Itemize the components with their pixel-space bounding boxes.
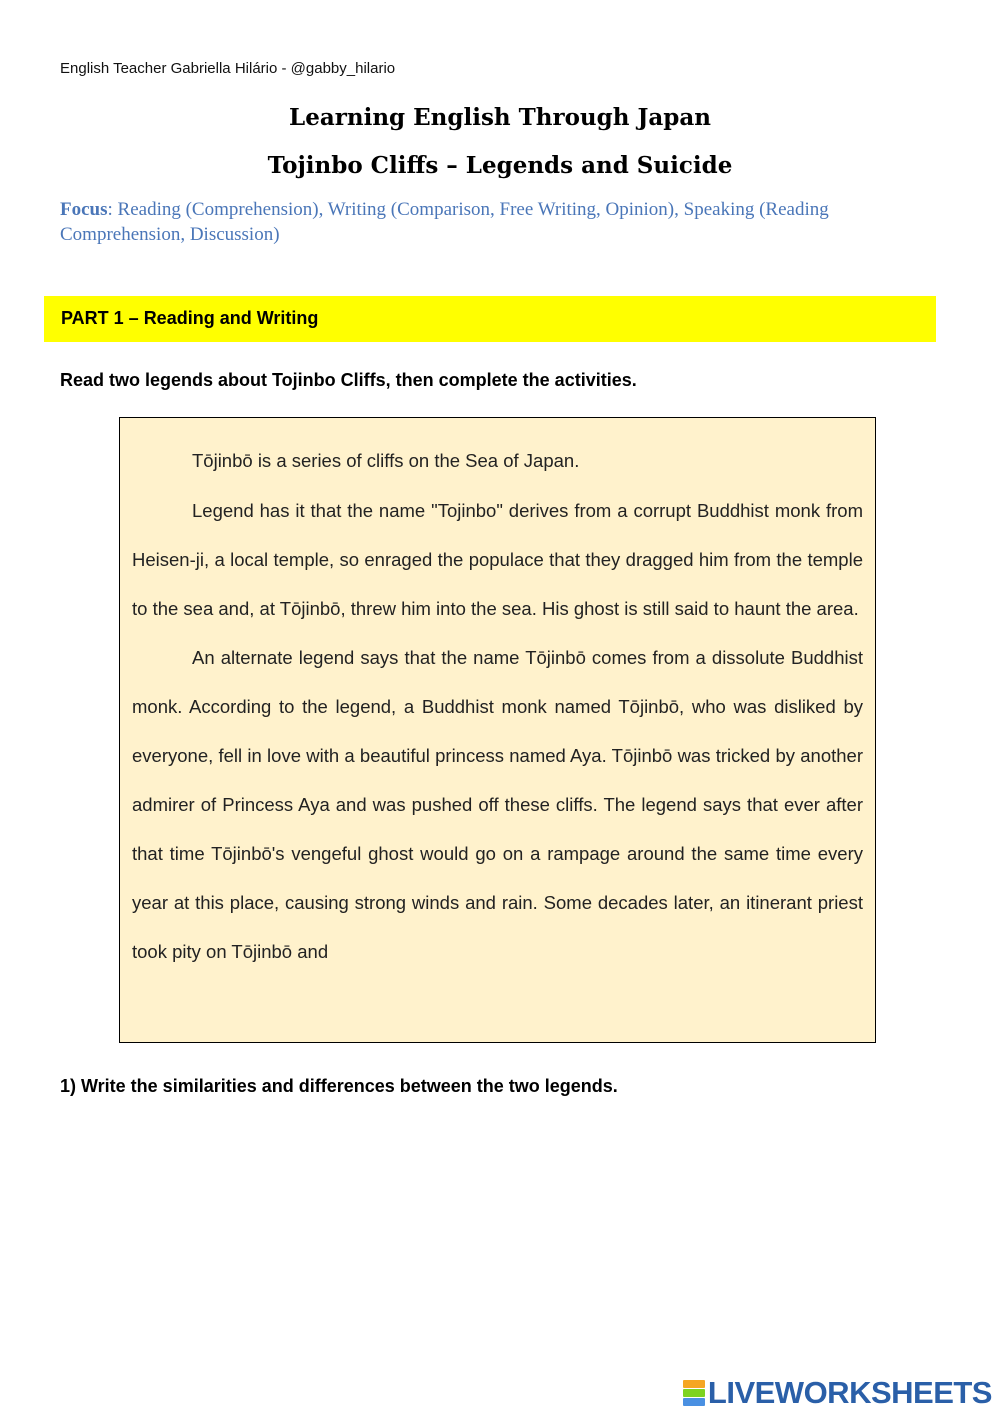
reading-instruction: Read two legends about Tojinbo Cliffs, then complete the activities. [60,370,637,390]
passage-paragraph-1: Tōjinbō is a series of cliffs on the Sea of Japan. [192,450,580,471]
worksheet-title: Learning English Through Japan [289,104,711,131]
brand-name: LIVEWORKSHEETS [707,1375,992,1410]
worksheet-subtitle: Tojinbo Cliffs – Legends and Suicide [267,152,733,179]
question-1: 1) Write the similarities and differences between the two legends. [60,1076,618,1096]
teacher-credit: English Teacher Gabriella Hilário - @gabby_hilario [60,60,396,77]
focus-statement [60,197,940,247]
logo-bar [683,1389,705,1397]
part-1-heading: PART 1 – Reading and Writing [61,308,319,328]
passage-paragraph-2: Legend has it that the name "Tojinbo" derives from a corrupt Buddhist monk from Heisen-ji, a local temple, so enraged the populace that they dragged him from the temple to the sea and, at Tōjinbō, threw him into the sea. His ghost is still said to haunt the area. [132,500,863,619]
reading-passage-box [119,417,876,1043]
liveworksheets-brand[interactable] [683,1376,992,1410]
part-1-banner [44,296,936,342]
focus-label: Focus [60,199,108,220]
logo-bar [683,1380,705,1388]
logo-bar [683,1398,705,1406]
liveworksheets-logo-icon [683,1380,705,1406]
focus-text: : Reading (Comprehension), Writing (Comparison, Free Writing, Opinion), Speaking (Reading Comprehension, Discussion) [60,199,829,245]
passage-paragraph-3: An alternate legend says that the name Tōjinbō comes from a dissolute Buddhist monk. According to the legend, a Buddhist monk named Tōjinbō, who was disliked by everyone, fell in love with a beautiful princess named Aya. Tōjinbō was tricked by another admirer of Princess Aya and was pushed off these cliffs. The legend says that ever after that time Tōjinbō's vengeful ghost would go on a rampage around the same time every year at this place, causing strong winds and rain. Some decades later, an itinerant priest took pity on Tōjinbō and [132,647,863,962]
